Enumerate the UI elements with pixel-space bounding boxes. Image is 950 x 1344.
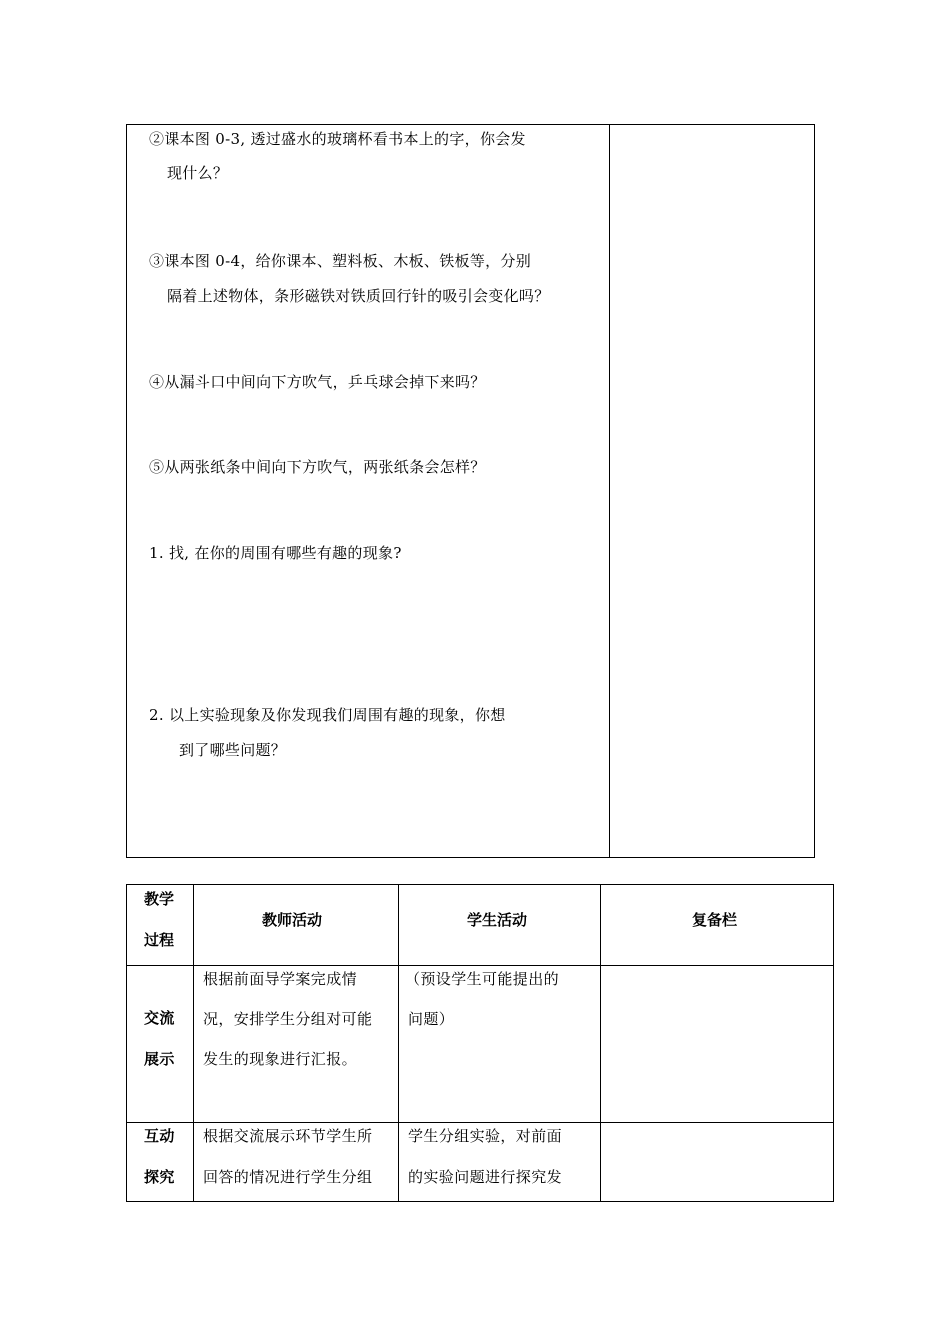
column-line [193, 885, 194, 1201]
teaching-process-table [126, 884, 834, 1202]
row-line [127, 1122, 833, 1123]
question-3-line-1: ③课本图 0-4，给你课本、塑料板、木板、铁板等，分别 [149, 252, 532, 270]
column-line [398, 885, 399, 1201]
question-5: ⑤从两张纸条中间向下方吹气，两张纸条会怎样？ [149, 458, 486, 476]
stage-label-line-1: 互动 [144, 1127, 175, 1145]
header-teacher-activity: 教师活动 [262, 911, 323, 929]
column-line [600, 885, 601, 1201]
header-process-line-1: 教学 [144, 890, 175, 908]
row-line [127, 965, 833, 966]
task-1: 1. 找, 在你的周围有哪些有趣的现象? [149, 544, 402, 562]
top-table [126, 124, 815, 858]
question-2-line-1: ②课本图 0-3, 透过盛水的玻璃杯看书本上的字，你会发 [149, 130, 526, 148]
student-activity-line: 的实验问题进行探究发 [408, 1168, 563, 1186]
teacher-activity-line: 根据交流展示环节学生所 [203, 1127, 373, 1145]
stage-label-line-2: 展示 [144, 1050, 175, 1068]
teacher-activity-line: 根据前面导学案完成情 [203, 970, 358, 988]
student-activity-line: 学生分组实验，对前面 [408, 1127, 563, 1145]
header-student-activity: 学生活动 [467, 911, 528, 929]
question-3-line-2: 隔着上述物体，条形磁铁对铁质回行针的吸引会变化吗？ [167, 287, 550, 305]
task-2-line-2: 到了哪些问题？ [179, 741, 287, 759]
stage-label-line-2: 探究 [144, 1168, 175, 1186]
header-process-line-2: 过程 [144, 931, 175, 949]
teacher-activity-line: 况，安排学生分组对可能 [203, 1010, 373, 1028]
task-2-line-1: 2. 以上实验现象及你发现我们周围有趣的现象，你想 [149, 706, 506, 724]
column-divider [609, 125, 610, 857]
stage-label-line-1: 交流 [144, 1009, 175, 1027]
teacher-activity-line: 回答的情况进行学生分组 [203, 1168, 373, 1186]
teacher-activity-line: 发生的现象进行汇报。 [203, 1050, 358, 1068]
student-activity-line: （预设学生可能提出的 [405, 970, 560, 988]
question-2-line-2: 现什么？ [167, 164, 229, 182]
header-review-column: 复备栏 [692, 911, 738, 929]
student-activity-line: 问题） [408, 1010, 455, 1028]
question-4: ④从漏斗口中间向下方吹气，乒乓球会掉下来吗？ [149, 373, 486, 391]
